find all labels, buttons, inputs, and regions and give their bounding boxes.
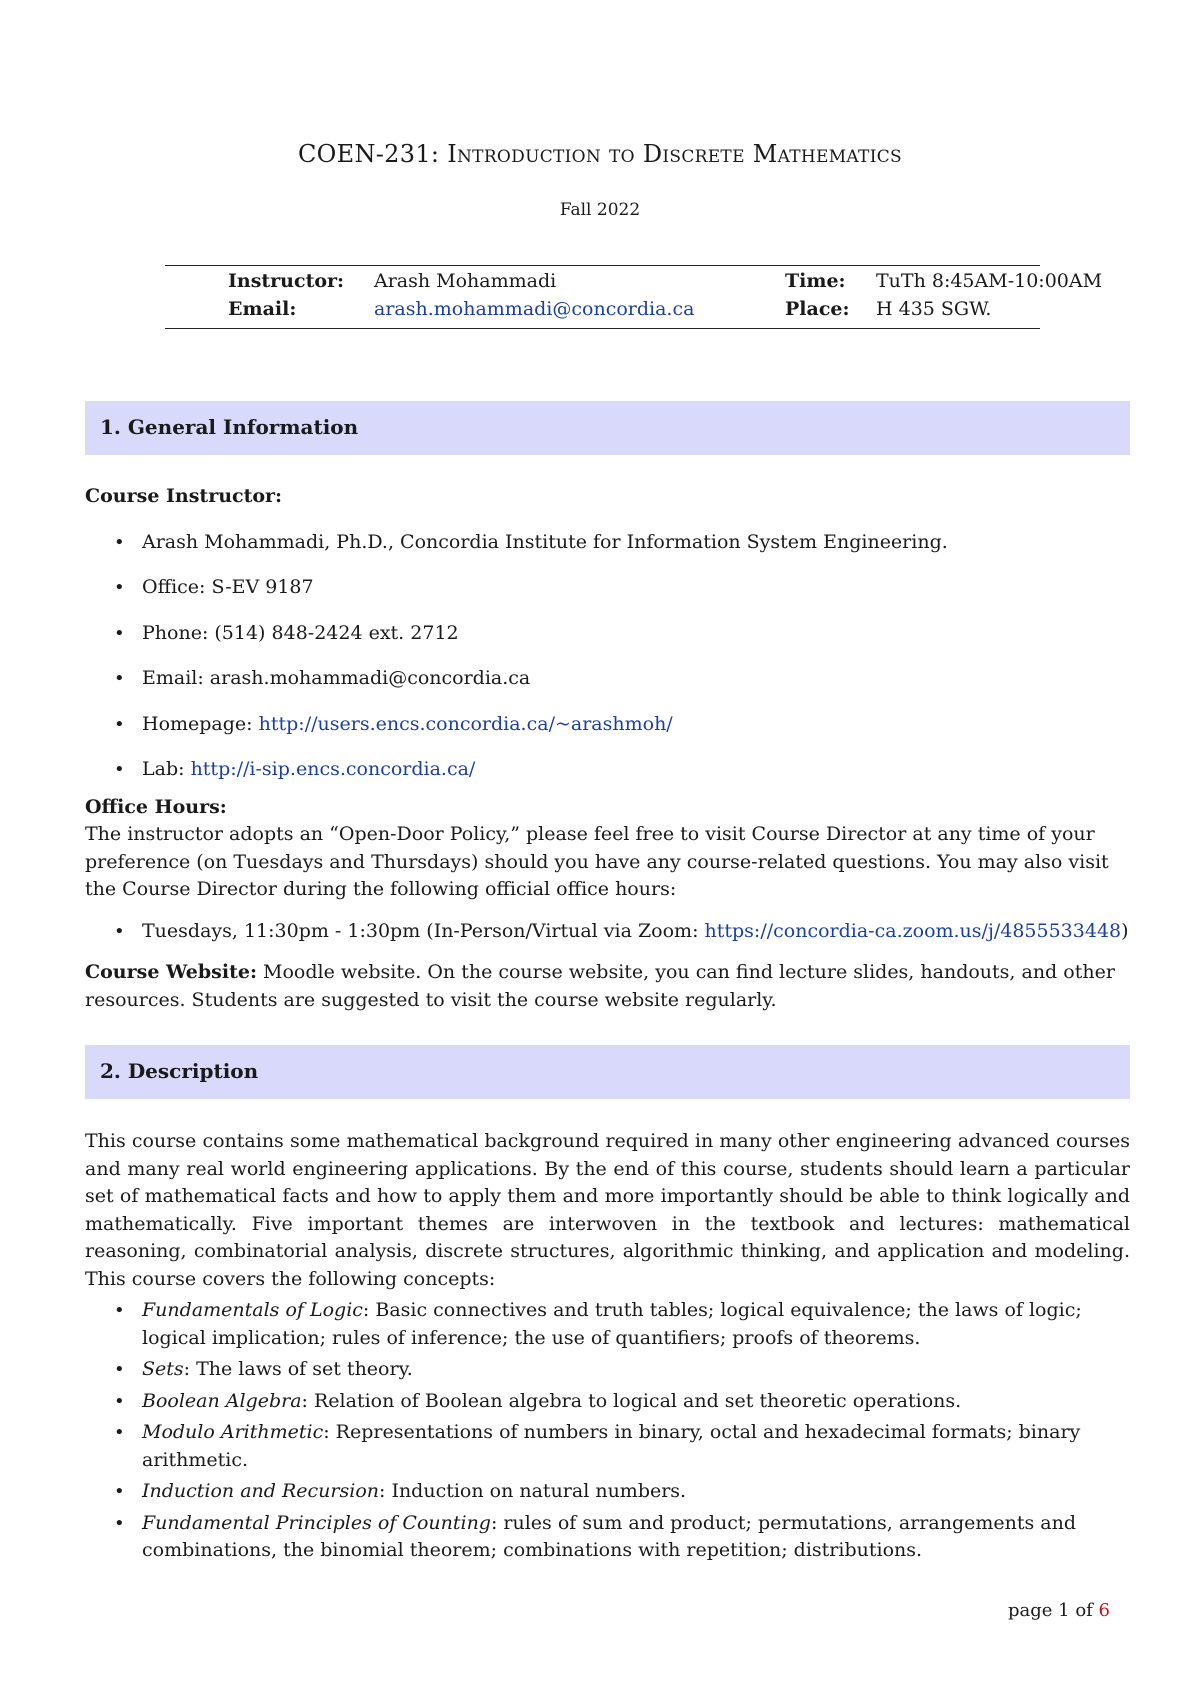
time-label: Time: (785, 270, 846, 292)
office-hours-close: ) (1121, 919, 1129, 942)
list-item: • Office: S-EV 9187 (85, 574, 1130, 602)
description-body (85, 1128, 1130, 1565)
lab-link[interactable]: http://i-sip.encs.concordia.ca/ (190, 758, 476, 780)
description-intro: This course contains some mathematical background required in many other engineering advanced courses and many real world engineering applications. By the end of this course, students should learn a particular set of mathematical facts and how to apply them and more importantly should be able to think logically and mathematically. Five important themes are interwoven in the textbook and lectures: mathematical reasoning, combinatorial analysis, discrete structures, algorithmic thinking, and application and modeling. This course covers the following concepts: (85, 1130, 1130, 1290)
course-code: COEN-231: (298, 140, 440, 168)
topic-name: Boolean Algebra (142, 1389, 302, 1412)
list-item-lab (85, 756, 1130, 784)
office-hours-heading: Office Hours: (85, 795, 227, 818)
topic-name: Modulo Arithmetic (142, 1421, 324, 1443)
lab-label: Lab: (142, 758, 185, 780)
section-title: 2. Description (100, 1059, 259, 1083)
office-hours-text: The instructor adopts an “Open-Door Policy,” please feel free to visit Course Director at any time of your preference (on Tuesdays and Thursdays) should you have any course-related questions. You may also visit the Course Director during the following official office hours: (85, 823, 1109, 900)
place-value: H 435 SGW. (876, 298, 992, 320)
list-item-office-hours (85, 918, 1130, 946)
topic-item (85, 1388, 1130, 1416)
topic-name: Induction and Recursion (142, 1480, 379, 1502)
course-website-paragraph (85, 959, 1130, 1014)
topic-text: : rules of sum and product; permutations, arrangements and combinations, the binomial theorem; combinations with repetition; distributions. (142, 1511, 1076, 1561)
place-label: Place: (785, 298, 850, 320)
list-item: • Arash Mohammadi, Ph.D., Concordia Institute for Information System Engineering. (85, 529, 1130, 557)
topics-list (85, 1297, 1130, 1565)
course-instructor-heading: Course Instructor: (85, 485, 283, 507)
topic-text: : Basic connectives and truth tables; logical equivalence; the laws of logic; logical implication; rules of inference; the use of quantifiers; proofs of theorems. (142, 1299, 1082, 1349)
page-number-prefix: page 1 of (1008, 1600, 1099, 1621)
page-title (0, 140, 1200, 168)
time-value: TuTh 8:45AM-10:00AM (876, 270, 1103, 292)
topic-text: : Relation of Boolean algebra to logical and set theoretic operations. (301, 1389, 962, 1412)
homepage-label: Homepage: (142, 712, 253, 735)
list-item: • Email: arash.mohammadi@concordia.ca (85, 665, 1130, 693)
instructor-details-list (85, 529, 1130, 784)
list-item-homepage (85, 711, 1130, 739)
office-hours-list (85, 918, 1130, 946)
topic-text: : Representations of numbers in binary, octal and hexadecimal formats; binary arithmetic. (142, 1421, 1081, 1471)
topic-name: Fundamentals of Logic (142, 1299, 363, 1321)
topic-item (85, 1510, 1130, 1565)
section-header-general (85, 401, 1130, 455)
topic-name: Sets (142, 1358, 184, 1380)
list-item: • Phone: (514) 848-2424 ext. 2712 (85, 620, 1130, 648)
topic-item (85, 1297, 1130, 1352)
page-total-link[interactable]: 6 (1098, 1600, 1110, 1621)
general-info-body (85, 483, 1130, 1014)
term: Fall 2022 (559, 200, 641, 220)
topic-text: : The laws of set theory. (183, 1358, 413, 1380)
email-label: Email: (228, 298, 297, 320)
topic-item (85, 1478, 1130, 1506)
homepage-link[interactable]: http://users.encs.concordia.ca/~arashmoh/ (258, 712, 673, 735)
topic-text: : Induction on natural numbers. (379, 1480, 687, 1502)
instructor-value: Arash Mohammadi (374, 270, 557, 292)
email-link[interactable]: arash.mohammadi@concordia.ca (374, 298, 695, 320)
topic-item (85, 1419, 1130, 1474)
office-hours-time: Tuesdays, 11:30pm - 1:30pm (In-Person/Virtual via Zoom: (142, 919, 705, 942)
course-website-text: Moodle website. On the course website, you can find lecture slides, handouts, and other resources. Students are suggested to visit the course website regularly. (85, 961, 1115, 1011)
section-header-description (85, 1045, 1130, 1099)
topic-item (85, 1356, 1130, 1384)
zoom-link[interactable]: https://concordia-ca.zoom.us/j/4855533448 (704, 919, 1122, 942)
course-website-label: Course Website: (85, 961, 257, 983)
course-title: Introduction to Discrete Mathematics (447, 140, 902, 168)
section-title: 1. General Information (100, 415, 359, 439)
topic-name: Fundamental Principles of Counting (142, 1511, 491, 1534)
info-table-bottom-rule (165, 328, 1040, 329)
instructor-label: Instructor: (228, 270, 345, 292)
page-number (1008, 1600, 1110, 1621)
info-table-top-rule (165, 265, 1040, 266)
